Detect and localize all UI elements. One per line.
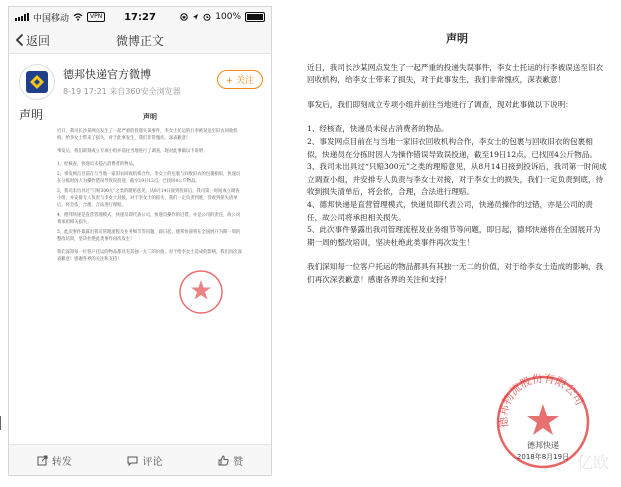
seal-date: 2018年8月19日: [516, 453, 570, 461]
post-source: 来自360安全浏览器: [109, 87, 181, 96]
author-name[interactable]: 德邦快递官方微博: [63, 68, 151, 81]
repost-icon: [37, 455, 48, 466]
post-text: 声明: [19, 108, 44, 122]
carrier-label: 中国移动: [33, 13, 70, 24]
battery-percent: 100%: [215, 12, 241, 22]
statement-paragraph: 3、我司未出具过“只赔300元”之类的理赔意见，从8月14日接到投诉后，我司第一时间成立调查小组，并安排专人负责与李女士对接，对于李女士的损失，我们一定负责到底，待收到损失清单后，将会依，合理，合法进行理赔。: [57, 189, 240, 208]
nav-title: 微博正文: [115, 33, 164, 48]
statement-paragraph: 2、事发网点目前在与当地一家旧衣回收机构合作，李女士的包裹与回收旧衣的包裹相似，快递员在分拣时因人为操作错误导致误投递，截至19日12点，已找回4公斤物品。: [57, 172, 241, 184]
statement-paragraph: 近日，我司长沙某网点发生了一起严重的投递失误事件，李女士托运的行李被误送至旧衣回收机构，给李女士带来了损失，对于此事发生，我们非常愧疚，深表歉意！: [307, 62, 604, 85]
statement-paragraph: 我们深知每一位客户托运的物品都具有其独一无二的价值，对于给李女士造成的影响，我们再次深表歉意！感谢各界的关注和支持！: [57, 250, 242, 262]
statement-paragraph: 我们深知每一位客户托运的物品都具有其独一无二的价值，对于给李女士造成的影响，我们再次深表歉意！感谢各界的关注和支持！: [307, 262, 604, 284]
company-seal-icon: [177, 268, 225, 316]
statement-paragraph: 5、此次事件暴露出我司管理流程及业务细节等问题，即日起，德邦快递将在全国展开为期一周的整改培训，坚决杜绝此类事件再次发生！: [307, 225, 601, 247]
statement-paragraph: 事发后，我们即刻成立专项小组并前往当地进行了调查，现对此事做以下说明：: [57, 149, 208, 154]
post-meta: [63, 86, 217, 97]
edge-mark: [0, 416, 1, 430]
statement-paragraph: 2、事发网点目前在与当地一家旧衣回收机构合作，李女士的包裹与回收旧衣的包裹相似，快递员在分拣时因人为操作错误导致误投递，截至19日12点，已找回4公斤物品。: [307, 136, 597, 159]
follow-button[interactable]: + 关注: [217, 70, 263, 89]
status-bar: [9, 7, 271, 27]
seal-company-name: 德邦物流股份有限公司: [496, 372, 587, 429]
comment-button[interactable]: [127, 453, 162, 468]
battery-icon: [245, 12, 265, 22]
statement-paragraph: 事发后，我们即刻成立专项小组并前往当地进行了调查，现对此事做以下说明：: [307, 99, 573, 109]
statement-paragraph: 5、此次事件暴露出我司管理流程及业务细节等问题，即日起，德邦快递将在全国展开为期一周的整改培训，坚决杜绝此类事件再次发生！: [57, 230, 241, 242]
repost-label: 转发: [51, 456, 72, 468]
comment-label: 评论: [142, 456, 163, 468]
watermark: 亿欧: [576, 453, 609, 472]
chevron-left-icon: [15, 33, 24, 47]
statement-title: 声明: [446, 32, 468, 45]
statement-paragraph: 近日，我司长沙某网点发生了一起严重的投递失误事件，李女士托运的行李被误送至旧衣回收机构，给李女士带来了损失，对于此事发生，我们非常愧疚，深表歉意！: [57, 129, 238, 141]
thumbs-up-icon: [218, 455, 229, 466]
like-button[interactable]: [218, 453, 243, 468]
post-author-row: [9, 54, 271, 100]
nav-bar: [9, 27, 271, 54]
statement-image-small[interactable]: [53, 113, 247, 336]
avatar[interactable]: [19, 64, 55, 100]
follow-label: 关注: [235, 76, 254, 86]
deppon-logo-icon: [24, 69, 50, 95]
statement-title-small: 声明: [143, 112, 157, 121]
comment-icon: [127, 455, 138, 466]
phone-screenshot: [8, 6, 272, 476]
post-time: 8-19 17:21: [63, 87, 107, 96]
back-button[interactable]: [9, 32, 50, 49]
seal-sub: 德邦快递: [527, 441, 559, 450]
statement-paragraph: 1、经核查，快递员未侵占消费者的物品。: [57, 162, 138, 167]
statement-paragraph: 1、经核查，快递员未侵占消费者的物品。: [307, 124, 449, 134]
statement-document: [307, 33, 607, 287]
statement-paragraph: 3、我司未出具过“只赔300元”之类的理赔意见，从8月14日接到投诉后，我司第一时间成立调查小组，并安排专人负责与李女士对接，对于李女士的损失，我们一定负责到底，待收到损失清单后，将会依，合理，合法进行理赔。: [307, 162, 607, 197]
like-label: 赞: [233, 456, 244, 468]
statement-paragraph: 4、德邦快递是直营管理模式，快递员即代表公司，快递员操作的过错，亦是公司的责任，故公司将承担相关损失。: [307, 199, 593, 222]
statement-paragraph: 4、德邦快递是直营管理模式，快递员即代表公司，快递员操作的过错，亦是公司的责任，故公司将承担相关损失。: [57, 213, 241, 225]
vpn-badge: VPN: [87, 12, 105, 22]
back-label: 返回: [26, 33, 51, 48]
bottom-toolbar: [9, 444, 271, 475]
clock: 17:27: [124, 11, 156, 23]
repost-button[interactable]: [37, 453, 72, 468]
